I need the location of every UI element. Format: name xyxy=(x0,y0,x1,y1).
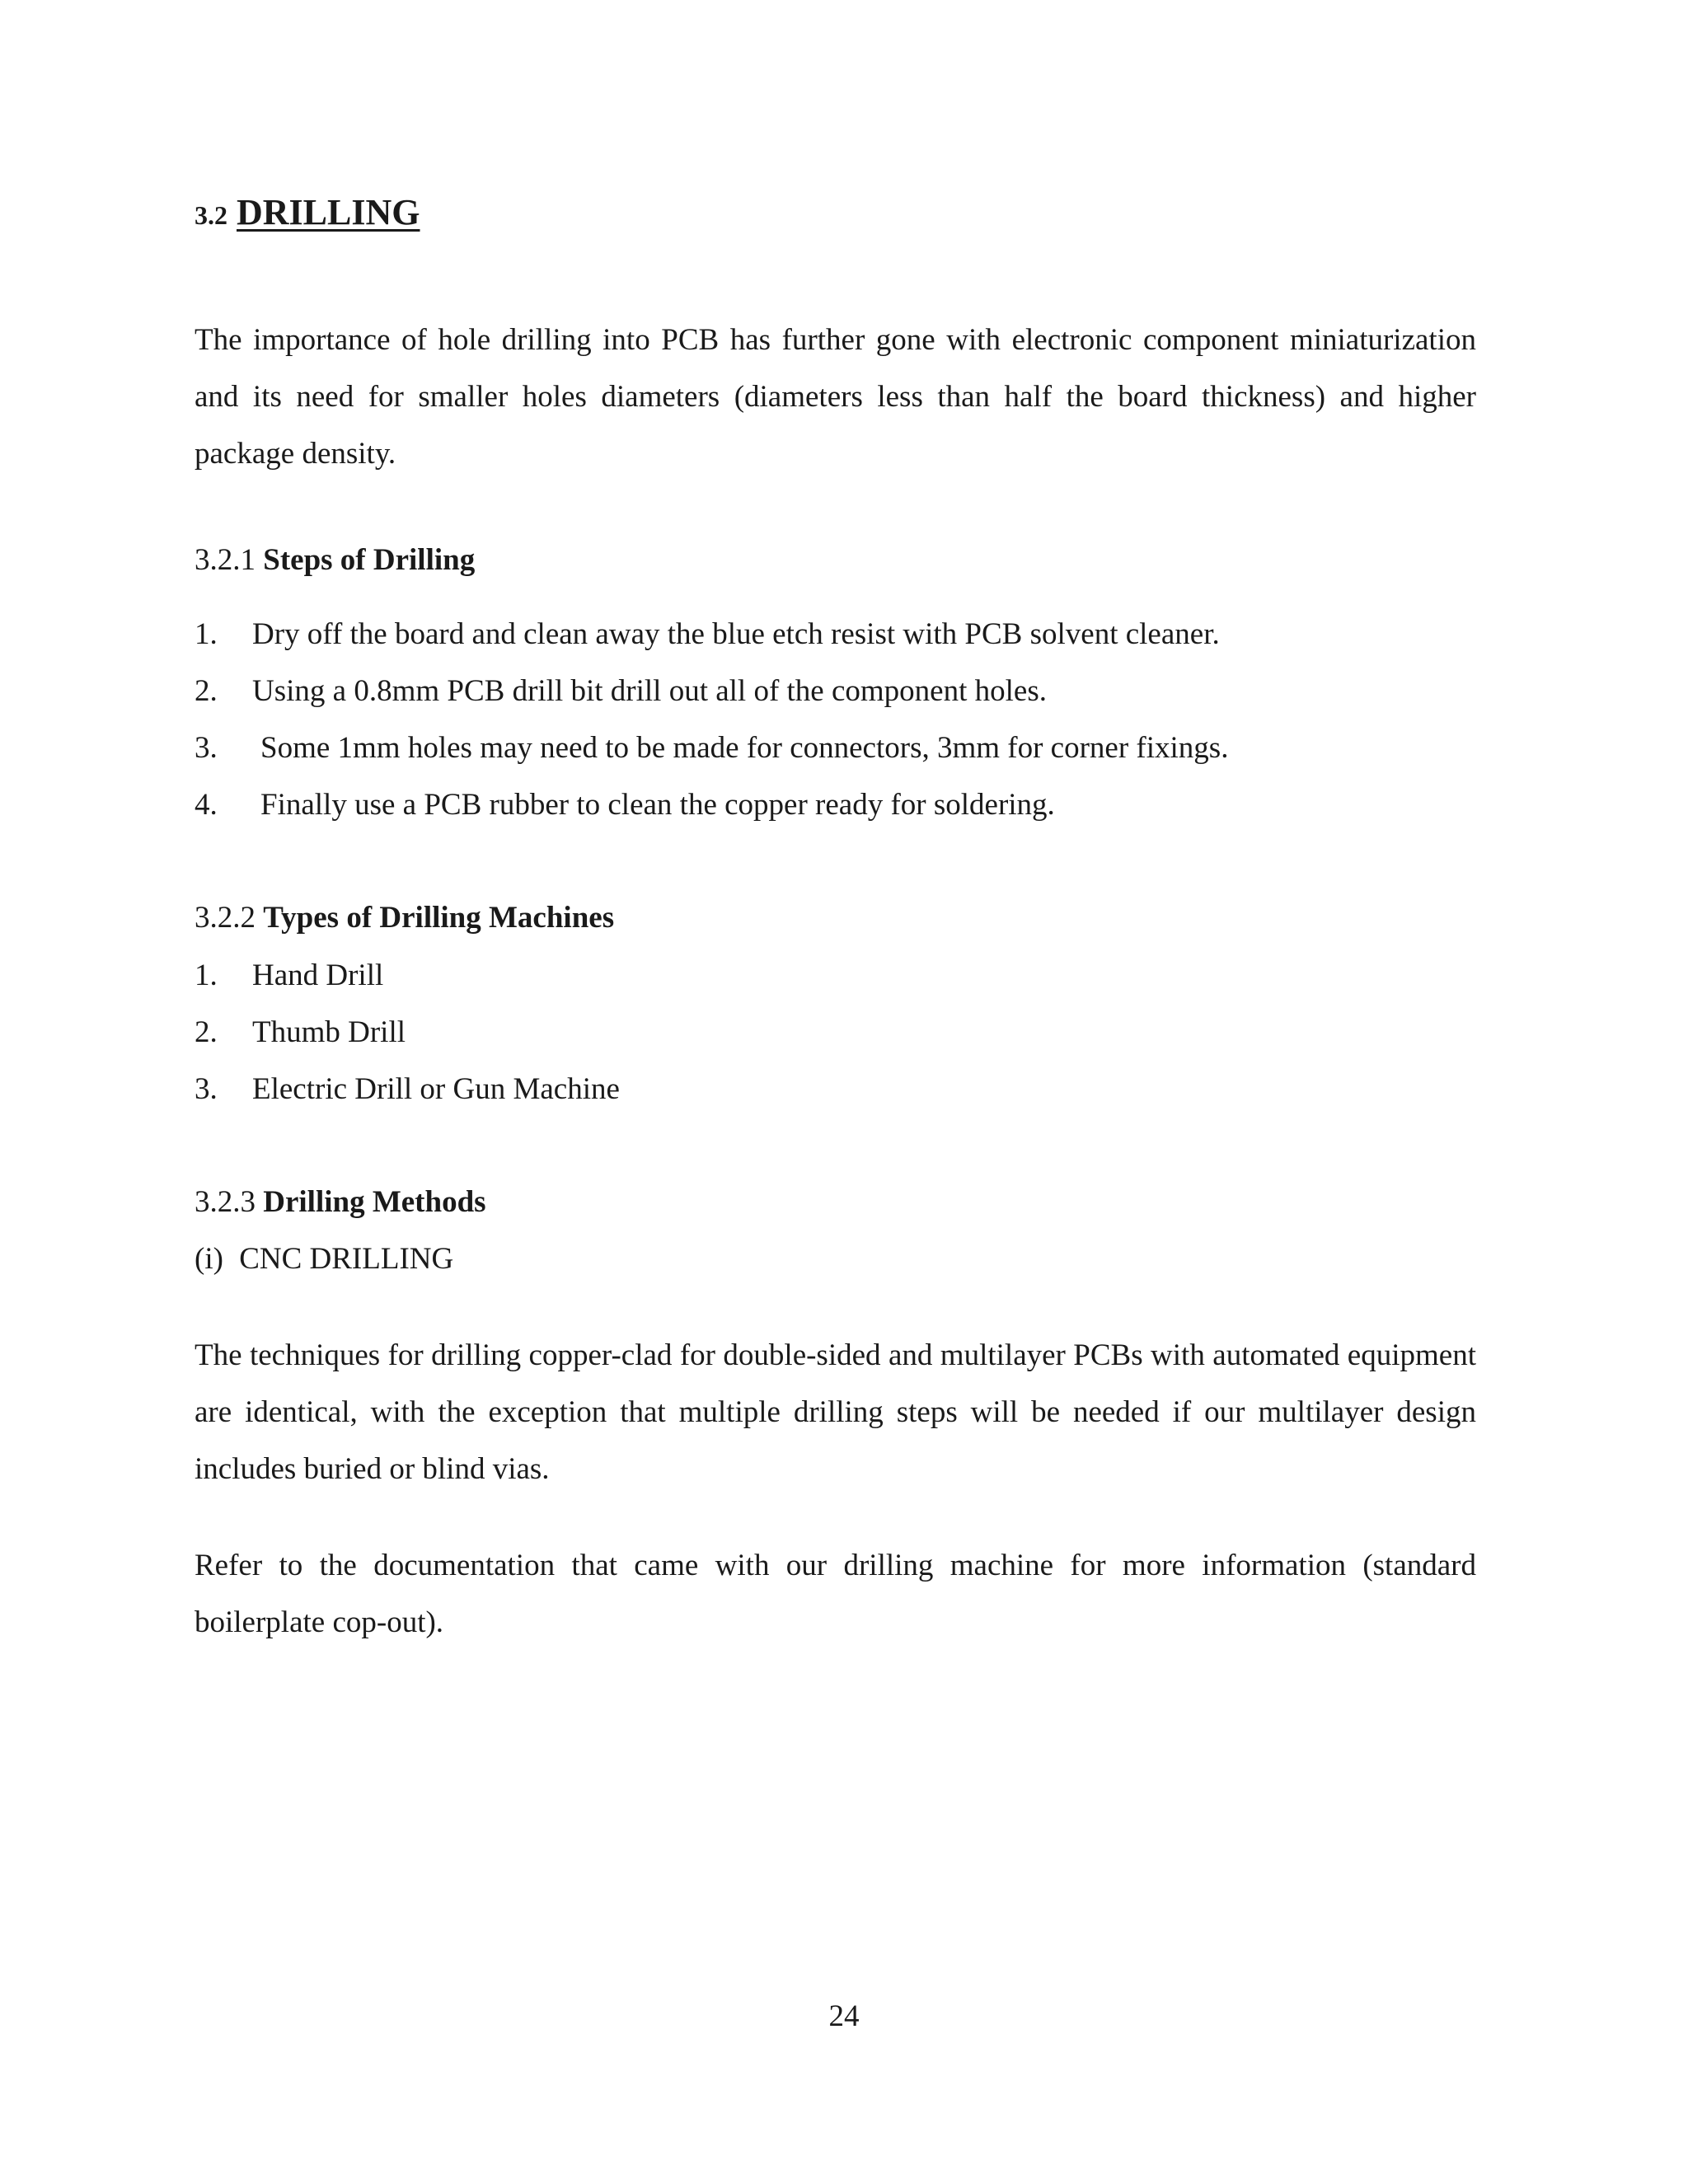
list-item-text: Some 1mm holes may need to be made for connectors, 3mm for corner fixings. xyxy=(260,731,1229,765)
reference-paragraph: Refer to the documentation that came with our drilling machine for more information (standard boilerplate cop-out). xyxy=(195,1549,1476,1639)
page-number: 24 xyxy=(828,1999,860,2033)
list-item-number: 3. xyxy=(195,731,218,765)
methods-sub-label: (i) xyxy=(195,1242,223,1276)
section-title: DRILLING xyxy=(237,192,420,232)
list-item-text: Using a 0.8mm PCB drill bit drill out all of the component holes. xyxy=(252,674,1047,708)
section-heading xyxy=(195,191,420,233)
list-item xyxy=(195,673,1047,709)
list-item xyxy=(195,616,1220,652)
section-number: 3.2 xyxy=(195,200,227,230)
methods-sub-title: CNC DRILLING xyxy=(239,1242,454,1276)
types-subheading xyxy=(195,900,614,935)
list-item-text: Electric Drill or Gun Machine xyxy=(252,1072,620,1106)
methods-number: 3.2.3 xyxy=(195,1185,256,1219)
steps-subheading xyxy=(195,542,475,578)
list-item xyxy=(195,787,1055,823)
types-title: Types of Drilling Machines xyxy=(263,901,615,935)
steps-number: 3.2.1 xyxy=(195,543,256,577)
cnc-paragraph: The techniques for drilling copper-clad for double-sided and multilayer PCBs with automated equipment are identical, with the exception that multiple drilling steps will be needed if our multilayer design includes buried or blind vias. xyxy=(195,1338,1476,1486)
list-item xyxy=(195,958,383,993)
list-item-text: Dry off the board and clean away the blue etch resist with PCB solvent cleaner. xyxy=(252,617,1220,651)
list-item-number: 4. xyxy=(195,788,218,822)
list-item-number: 3. xyxy=(195,1072,218,1106)
types-number: 3.2.2 xyxy=(195,901,256,935)
list-item-number: 2. xyxy=(195,1015,218,1049)
list-item-number: 2. xyxy=(195,674,218,708)
list-item-text: Hand Drill xyxy=(252,958,384,992)
list-item xyxy=(195,730,1228,766)
methods-title: Drilling Methods xyxy=(263,1185,486,1219)
intro-paragraph: The importance of hole drilling into PCB has further gone with electronic component miniaturization and its need for smaller holes diameters (diameters less than half the board thickness) and higher package density. xyxy=(195,323,1476,471)
list-item-text: Thumb Drill xyxy=(252,1015,406,1049)
steps-title: Steps of Drilling xyxy=(263,543,476,577)
list-item-text: Finally use a PCB rubber to clean the copper ready for soldering. xyxy=(260,788,1055,822)
list-item-number: 1. xyxy=(195,958,218,992)
list-item-number: 1. xyxy=(195,617,218,651)
list-item xyxy=(195,1015,406,1050)
list-item xyxy=(195,1071,620,1107)
methods-subheading xyxy=(195,1184,486,1220)
methods-subtitle xyxy=(195,1241,453,1277)
